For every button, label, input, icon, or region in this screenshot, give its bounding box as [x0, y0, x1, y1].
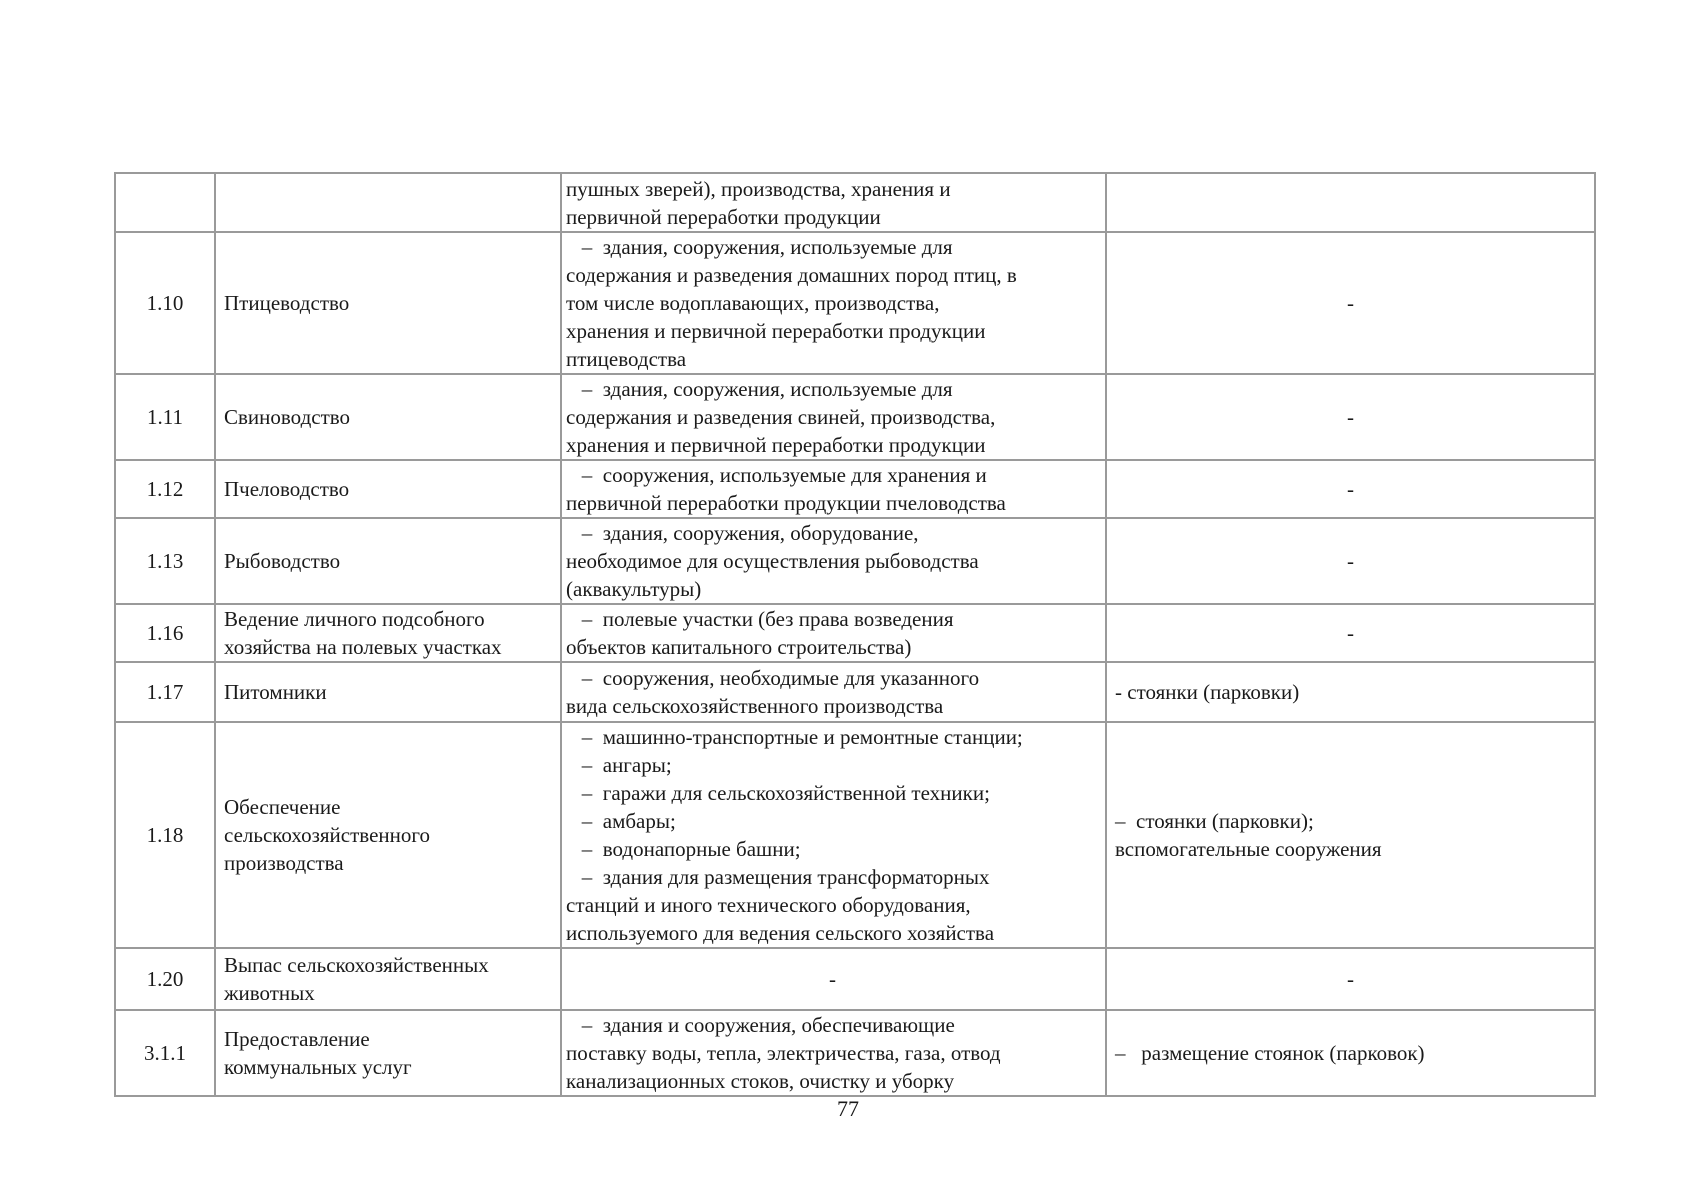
use-type-cell-line: хозяйства на полевых участках [224, 635, 502, 659]
main-structures-cell-line: – здания, сооружения, используемые для [566, 235, 953, 259]
main-structures-cell-line: – здания, сооружения, используемые для [566, 377, 953, 401]
code-cell [115, 173, 215, 232]
main-structures-cell-line: содержания и разведения свиней, производства, [566, 405, 996, 429]
auxiliary-structures-cell-line: - [1347, 621, 1354, 645]
auxiliary-structures-cell [1106, 662, 1595, 722]
main-structures-cell-line: – сооружения, необходимые для указанного [566, 666, 980, 690]
code-cell: 1.16 [115, 604, 215, 662]
auxiliary-structures-cell-line: - [1347, 405, 1354, 429]
use-type-cell [215, 604, 561, 662]
main-structures-cell-line: используемого для ведения сельского хозяйства [566, 921, 995, 945]
main-structures-cell-line: – сооружения, используемые для хранения и [566, 463, 987, 487]
table-row [115, 232, 1595, 374]
auxiliary-structures-cell-line: – стоянки (парковки); [1115, 809, 1314, 833]
code-cell: 1.18 [115, 722, 215, 948]
main-structures-cell-line: первичной переработки продукции пчеловодства [566, 491, 1006, 515]
code-cell: 1.13 [115, 518, 215, 604]
main-structures-cell-line: канализационных стоков, очистку и уборку [566, 1069, 955, 1093]
use-type-cell [215, 722, 561, 948]
use-type-cell-line: Птицеводство [224, 291, 350, 315]
auxiliary-structures-cell [1106, 374, 1595, 460]
table-row [115, 662, 1595, 722]
main-structures-cell-line: содержания и разведения домашних пород птиц, в [566, 263, 1017, 287]
auxiliary-structures-cell [1106, 518, 1595, 604]
main-structures-cell-line: поставку воды, тепла, электричества, газа, отвод [566, 1041, 1001, 1065]
code-cell: 1.17 [115, 662, 215, 722]
auxiliary-structures-cell [1106, 722, 1595, 948]
main-structures-cell-line: – полевые участки (без права возведения [566, 607, 954, 631]
auxiliary-structures-cell [1106, 948, 1595, 1010]
use-type-cell [215, 662, 561, 722]
use-type-cell [215, 374, 561, 460]
main-structures-cell [561, 232, 1106, 374]
main-structures-cell [561, 722, 1106, 948]
page-number: 77 [837, 1096, 859, 1121]
table-row [115, 173, 1595, 232]
use-type-cell-line: коммунальных услуг [224, 1055, 412, 1079]
use-type-cell-line: Обеспечение [224, 795, 341, 819]
use-type-cell [215, 1010, 561, 1096]
main-structures-cell-line: объектов капитального строительства) [566, 635, 912, 659]
main-structures-cell [561, 518, 1106, 604]
use-type-cell [215, 173, 561, 232]
main-structures-cell-line: станций и иного технического оборудования, [566, 893, 971, 917]
main-structures-cell-line: – гаражи для сельскохозяйственной техники; [566, 781, 990, 805]
main-structures-cell-line: хранения и первичной переработки продукции [566, 433, 986, 457]
auxiliary-structures-cell-line: - [1347, 967, 1354, 991]
main-structures-cell-line: хранения и первичной переработки продукции [566, 319, 986, 343]
use-type-cell-line: Предоставление [224, 1027, 370, 1051]
main-structures-cell-line: – машинно-транспортные и ремонтные станции; [566, 725, 1023, 749]
main-structures-cell [561, 1010, 1106, 1096]
auxiliary-structures-cell-line: – размещение стоянок (парковок) [1115, 1041, 1425, 1065]
use-type-cell-line: производства [224, 851, 344, 875]
main-structures-cell-line: том числе водоплавающих, производства, [566, 291, 940, 315]
table-row [115, 460, 1595, 518]
land-use-table [114, 172, 1596, 1097]
auxiliary-structures-cell [1106, 173, 1595, 232]
auxiliary-structures-cell [1106, 604, 1595, 662]
use-type-cell-line: Ведение личного подсобного [224, 607, 485, 631]
table-body [115, 173, 1595, 1096]
main-structures-cell [561, 173, 1106, 232]
main-structures-cell-line: – здания и сооружения, обеспечивающие [566, 1013, 955, 1037]
code-cell: 1.12 [115, 460, 215, 518]
main-structures-cell-line: необходимое для осуществления рыбоводства [566, 549, 979, 573]
use-type-cell-line: Рыбоводство [224, 549, 341, 573]
auxiliary-structures-cell-line: - [1347, 291, 1354, 315]
auxiliary-structures-cell-line: - стоянки (парковки) [1115, 680, 1300, 704]
use-type-cell-line: сельскохозяйственного [224, 823, 430, 847]
main-structures-cell [561, 604, 1106, 662]
main-structures-cell-line: - [829, 967, 836, 991]
main-structures-cell-line: вида сельскохозяйственного производства [566, 694, 944, 718]
code-cell: 1.10 [115, 232, 215, 374]
main-structures-cell-line: первичной переработки продукции [566, 204, 881, 229]
table-row [115, 948, 1595, 1010]
table-row [115, 1010, 1595, 1096]
use-type-cell-line: Пчеловодство [224, 477, 350, 501]
auxiliary-structures-cell [1106, 1010, 1595, 1096]
main-structures-cell [561, 948, 1106, 1010]
main-structures-cell [561, 374, 1106, 460]
main-structures-cell-line: птицеводства [566, 347, 687, 371]
auxiliary-structures-cell [1106, 460, 1595, 518]
main-structures-cell [561, 460, 1106, 518]
auxiliary-structures-cell [1106, 232, 1595, 374]
use-type-cell [215, 232, 561, 374]
use-type-cell-line: животных [224, 981, 315, 1005]
table-row [115, 374, 1595, 460]
code-cell: 1.20 [115, 948, 215, 1010]
table-row [115, 604, 1595, 662]
code-cell: 1.11 [115, 374, 215, 460]
main-structures-cell-line: – водонапорные башни; [566, 837, 801, 861]
main-structures-cell-line: пушных зверей), производства, хранения и [566, 176, 951, 201]
use-type-cell [215, 948, 561, 1010]
main-structures-cell-line: – здания, сооружения, оборудование, [566, 521, 919, 545]
use-type-cell [215, 518, 561, 604]
auxiliary-structures-cell-line: - [1347, 477, 1354, 501]
main-structures-cell-line: – ангары; [566, 753, 672, 777]
table-row [115, 518, 1595, 604]
main-structures-cell [561, 662, 1106, 722]
use-type-cell-line: Свиноводство [224, 405, 351, 429]
auxiliary-structures-cell-line: вспомогательные сооружения [1115, 837, 1382, 861]
code-cell: 3.1.1 [115, 1010, 215, 1096]
use-type-cell-line: Питомники [224, 680, 327, 704]
main-structures-cell-line: – амбары; [566, 809, 676, 833]
auxiliary-structures-cell-line: - [1347, 549, 1354, 573]
table-row [115, 722, 1595, 948]
main-structures-cell-line: (аквакультуры) [566, 577, 702, 601]
main-structures-cell-line: – здания для размещения трансформаторных [566, 865, 990, 889]
use-type-cell [215, 460, 561, 518]
use-type-cell-line: Выпас сельскохозяйственных [224, 953, 489, 977]
